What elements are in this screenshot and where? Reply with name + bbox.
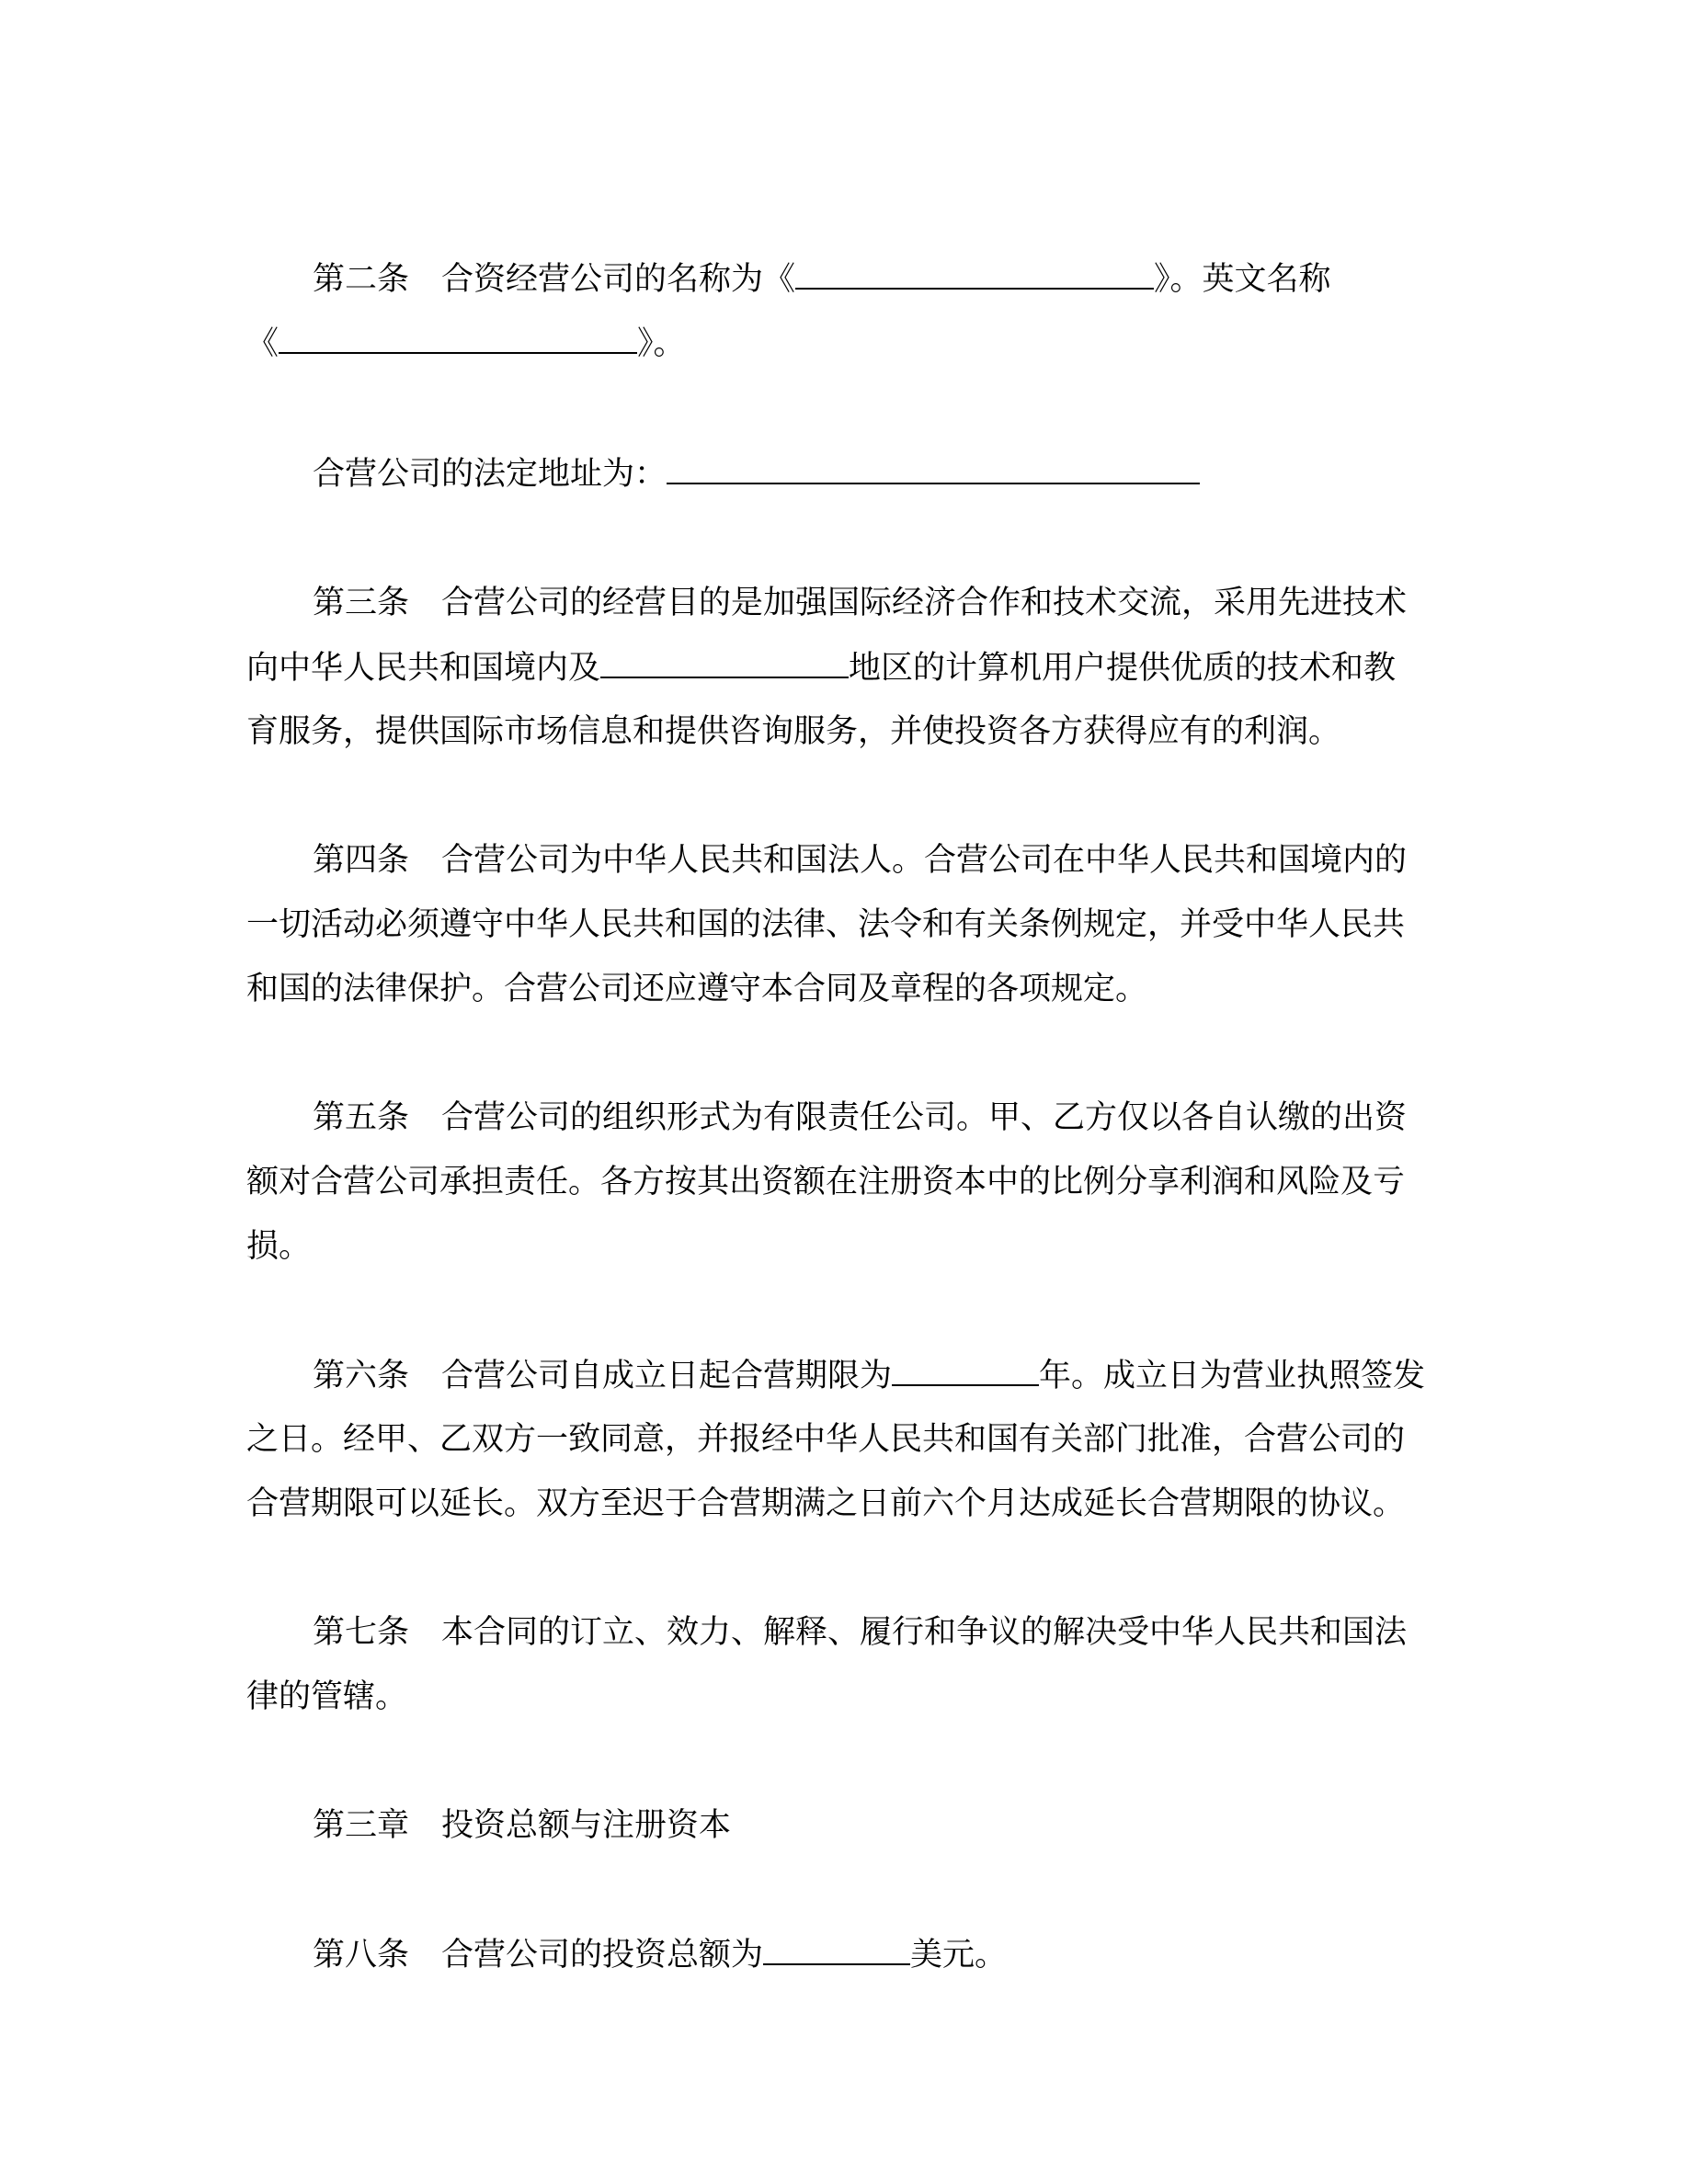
article-3-text: 向中华人民共和国境内及 bbox=[246, 650, 601, 687]
article-3-line-2 bbox=[246, 649, 1396, 687]
address-line bbox=[313, 455, 1200, 493]
article-2-line-2 bbox=[246, 324, 686, 362]
article-8-text: 第八条 合营公司的投资总额为 bbox=[313, 1937, 764, 1974]
article-6-line-3: 合营期限可以延长。双方至迟于合营期满之日前六个月达成延长合营期限的协议。 bbox=[246, 1485, 1406, 1522]
article-3-line-3: 育服务，提供国际市场信息和提供咨询服务，并使投资各方获得应有的利润。 bbox=[246, 713, 1341, 750]
address-label: 合营公司的法定地址为： bbox=[313, 456, 667, 493]
article-5-line-1: 第五条 合营公司的组织形式为有限责任公司。甲、乙方仅以各自认缴的出资 bbox=[313, 1099, 1408, 1136]
article-2-text: 第二条 合资经营公司的名称为《 bbox=[313, 261, 796, 298]
article-2-text: 》。英文名称 bbox=[1154, 261, 1331, 298]
term-years-blank[interactable] bbox=[892, 1357, 1039, 1386]
article-7-line-1: 第七条 本合同的订立、效力、解释、履行和争议的解决受中华人民共和国法 bbox=[313, 1614, 1408, 1651]
article-8-line bbox=[313, 1936, 1007, 1974]
article-8-text: 美元。 bbox=[910, 1937, 1008, 1974]
article-3-line-1: 第三条 合营公司的经营目的是加强国际经济合作和技术交流，采用先进技术 bbox=[313, 585, 1408, 621]
article-4-line-2: 一切活动必须遵守中华人民共和国的法律、法令和有关条例规定，并受中华人民共 bbox=[246, 906, 1406, 943]
region-blank[interactable] bbox=[600, 649, 849, 678]
english-name-blank[interactable] bbox=[279, 324, 637, 354]
article-5-line-2: 额对合营公司承担责任。各方按其出资额在注册资本中的比例分享利润和风险及亏 bbox=[246, 1164, 1406, 1200]
legal-address-blank[interactable] bbox=[667, 455, 1200, 484]
chapter-3-heading: 第三章 投资总额与注册资本 bbox=[313, 1807, 732, 1844]
article-4-line-1: 第四条 合营公司为中华人民共和国法人。合营公司在中华人民共和国境内的 bbox=[313, 842, 1408, 879]
company-name-blank[interactable] bbox=[795, 260, 1154, 290]
article-3-text: 地区的计算机用户提供优质的技术和教 bbox=[849, 650, 1397, 687]
article-6-line-1 bbox=[313, 1357, 1425, 1394]
article-4-line-3: 和国的法律保护。合营公司还应遵守本合同及章程的各项规定。 bbox=[246, 971, 1148, 1007]
article-6-line-2: 之日。经甲、乙双方一致同意，并报经中华人民共和国有关部门批准，合营公司的 bbox=[246, 1421, 1406, 1458]
article-5-line-3: 损。 bbox=[246, 1228, 312, 1265]
article-2-text: 《 bbox=[246, 325, 279, 362]
article-7-line-2: 律的管辖。 bbox=[246, 1678, 408, 1715]
article-2-text: 》。 bbox=[637, 325, 686, 362]
article-2-line-1 bbox=[313, 260, 1331, 298]
article-6-text: 年。成立日为营业执照签发 bbox=[1039, 1358, 1426, 1394]
article-6-text: 第六条 合营公司自成立日起合营期限为 bbox=[313, 1358, 893, 1394]
total-investment-blank[interactable] bbox=[763, 1936, 910, 1965]
